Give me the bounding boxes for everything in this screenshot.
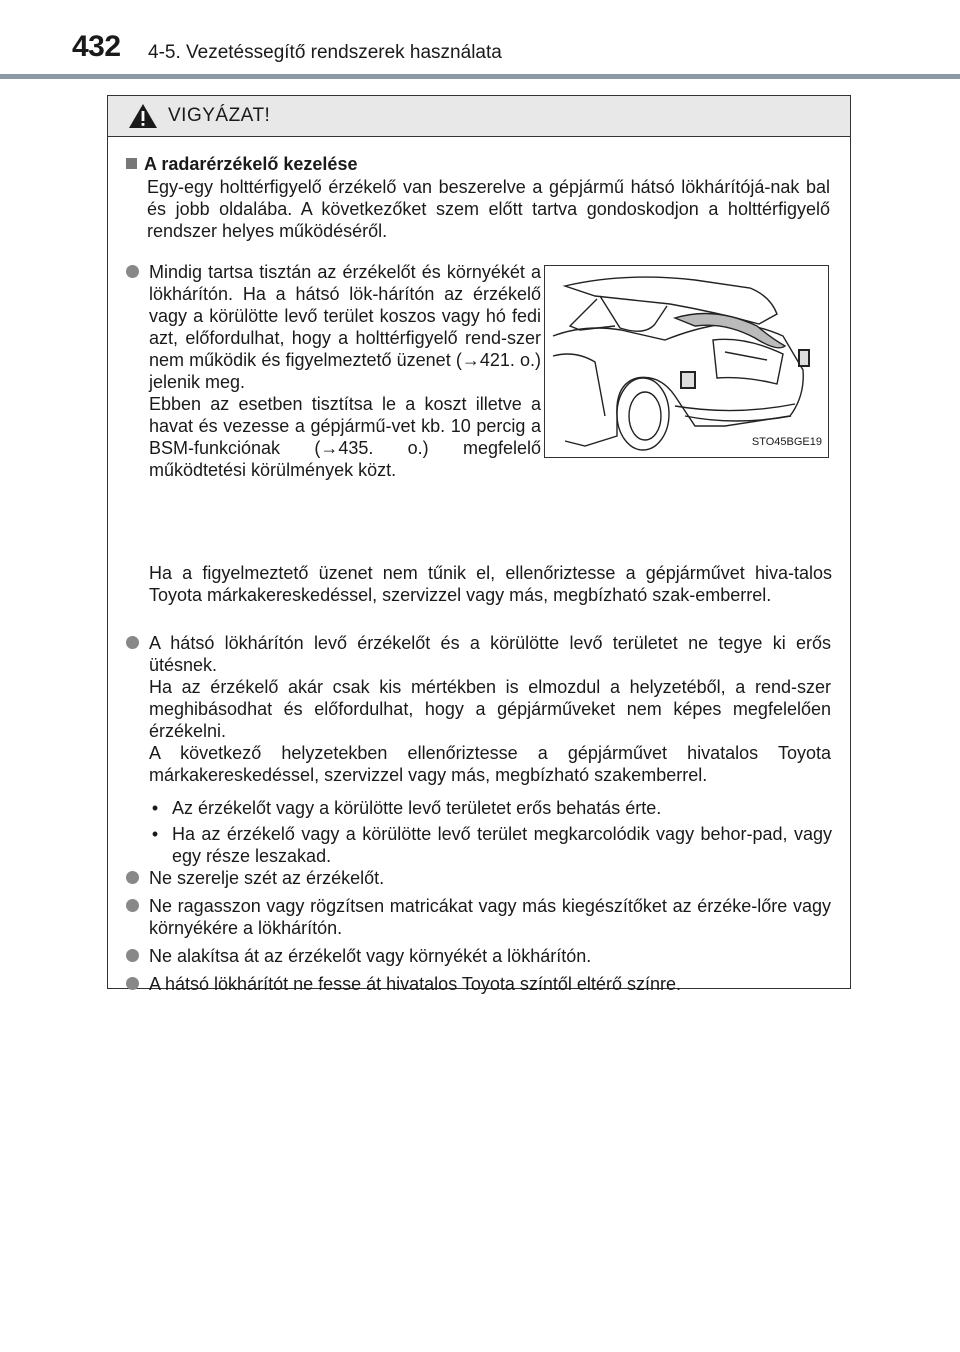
- item4-text: Ne ragasszon vagy rögzítsen matricákat vagy más kiegészítőket az érzéke-lőre vagy környékére a lökhárítón.: [149, 896, 831, 938]
- item1-text: Mindig tartsa tisztán az érzékelőt és környékét a lökhárítón. Ha a hátsó lök-hárítón az érzékelő vagy a körülötte levő terület koszos vagy hó fedi azt, előfordulhat, hogy a holttérfigyelő rend-szer nem működik és figyelmeztető üzenet (→421. o.) jelenik meg.: [149, 262, 541, 392]
- sub-list-item: [149, 797, 832, 819]
- circle-bullet-icon: [126, 871, 139, 884]
- car-rear-drawing: [545, 266, 827, 456]
- square-bullet-icon: [126, 158, 137, 169]
- circle-bullet-icon: [126, 636, 139, 649]
- intro-paragraph: Egy-egy holttérfigyelő érzékelő van beszerelve a gépjármű hátsó lökhárítójá-nak bal és jobb oldalába. A következőket szem előtt tartva gondoskodjon a holttérfigyelő rendszer helyes működéséről.: [147, 177, 830, 241]
- item5-text: Ne alakítsa át az érzékelőt vagy környékét a lökhárítón.: [149, 946, 592, 966]
- circle-bullet-icon: [126, 949, 139, 962]
- warning-title: VIGYÁZAT!: [168, 105, 271, 126]
- item1-followup: Ha a figyelmeztető üzenet nem tűnik el, ellenőriztesse a gépjárművet hiva-talos Toyota márkakereskedéssel, szervizzel vagy más, megbízható szak-emberrel.: [149, 563, 832, 605]
- list-item: [126, 632, 831, 786]
- item2-text: A hátsó lökhárítón levő érzékelőt és a körülötte levő területet ne tegye ki erős ütésnek.: [149, 633, 831, 675]
- car-rear-illustration: [544, 265, 829, 458]
- circle-bullet-icon: [126, 265, 139, 278]
- section-title: [126, 153, 357, 175]
- figure-code: STO45BGE19: [752, 431, 822, 453]
- item6-text: A hátsó lökhárítót ne fesse át hivatalos Toyota színtől eltérő színre.: [149, 974, 681, 994]
- sub-bullet-icon: •: [151, 824, 159, 844]
- page-header: [0, 0, 960, 80]
- item2-continued: Ha az érzékelő akár csak kis mértékben is elmozdul a helyzetéből, a rend-szer meghibásodhat és előfordulhat, hogy a gépjárműveket nem képes megfelelően érzékelni.: [149, 677, 831, 741]
- sub-list-item: [149, 823, 832, 867]
- warning-box: [107, 95, 851, 994]
- header-rule: [0, 74, 960, 79]
- sub2-text: Ha az érzékelő vagy a körülötte levő terület megkarcolódik vagy behor-pad, vagy egy része leszakad.: [172, 824, 832, 866]
- circle-bullet-icon: [126, 899, 139, 912]
- warning-header: [108, 96, 850, 137]
- list-item: [126, 895, 831, 939]
- item3-text: Ne szerelje szét az érzékelőt.: [149, 868, 385, 888]
- list-item: [126, 867, 831, 889]
- item1-continued: Ebben az esetben tisztítsa le a koszt illetve a havat és vezesse a gépjármű-vet kb. 10 percig a BSM-funkciónak (→435. o.) megfelelő működtetési körülmények közt.: [149, 394, 541, 480]
- item2-followup: A következő helyzetekben ellenőriztesse a gépjárművet hivatalos Toyota márkakereskedéssel, szervizzel vagy más, megbízható szakemberrel.: [149, 743, 831, 785]
- section-title-text: A radarérzékelő kezelése: [144, 154, 358, 174]
- sub-bullet-icon: •: [151, 798, 159, 818]
- circle-bullet-icon: [126, 977, 139, 990]
- list-item: [126, 261, 541, 481]
- warning-triangle-icon: [128, 103, 158, 129]
- list-item: [126, 973, 831, 995]
- list-item: [126, 945, 831, 967]
- sub1-text: Az érzékelőt vagy a körülötte levő területet erős behatás érte.: [172, 798, 662, 818]
- page-number: 432: [72, 30, 121, 63]
- chapter-title: 4-5. Vezetéssegítő rendszerek használata: [148, 42, 502, 63]
